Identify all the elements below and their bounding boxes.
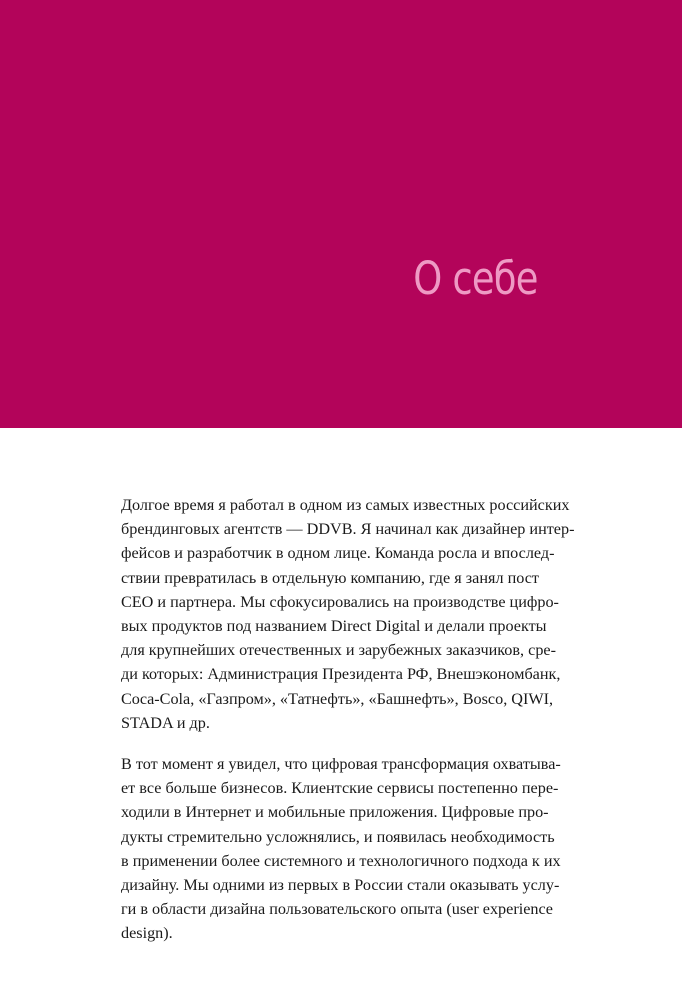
text-line: ди которых: Администрация Президента РФ, Внешэкономбанк,	[121, 665, 561, 684]
text-line: Coca-Cola, «Газпром», «Татнефть», «Башнефть», Bosco, QIWI,	[121, 689, 554, 708]
paragraph-2	[121, 752, 561, 946]
text-line: для крупнейших отечественных и зарубежных заказчиков, сре-	[121, 641, 556, 660]
text-line: дизайну. Мы одними из первых в России стали оказывать услу-	[121, 876, 560, 895]
text-line: ходили в Интернет и мобильные приложения. Цифровые про-	[121, 803, 549, 822]
text-line: В тот момент я увидел, что цифровая трансформация охватыва-	[121, 755, 561, 774]
chapter-title: О себе	[413, 252, 538, 305]
text-line: вых продуктов под названием Direct Digital и делали проекты	[121, 617, 547, 636]
text-line: STADA и др.	[121, 713, 210, 732]
chapter-header-band	[0, 0, 682, 428]
paragraph-1	[121, 493, 575, 735]
text-line: ги в области дизайна пользовательского опыта (user experience	[121, 900, 553, 919]
text-line: CEO и партнера. Мы сфокусировались на производстве цифро-	[121, 592, 559, 611]
text-line: в применении более системного и технологичного подхода к их	[121, 851, 561, 870]
text-line: брендинговых агентств — DDVB. Я начинал как дизайнер интер-	[121, 520, 575, 539]
text-line: Долгое время я работал в одном из самых известных российских	[121, 496, 570, 514]
text-line: фейсов и разработчик в одном лице. Команда росла и впослед-	[121, 544, 555, 563]
text-line: дукты стремительно усложнялись, и появилась необходимость	[121, 827, 555, 846]
text-line: design).	[121, 924, 173, 943]
body-text	[121, 493, 575, 946]
text-line: ет все больше бизнесов. Клиентские сервисы постепенно пере-	[121, 779, 559, 798]
text-line: ствии превратилась в отдельную компанию, где я занял пост	[121, 568, 539, 587]
